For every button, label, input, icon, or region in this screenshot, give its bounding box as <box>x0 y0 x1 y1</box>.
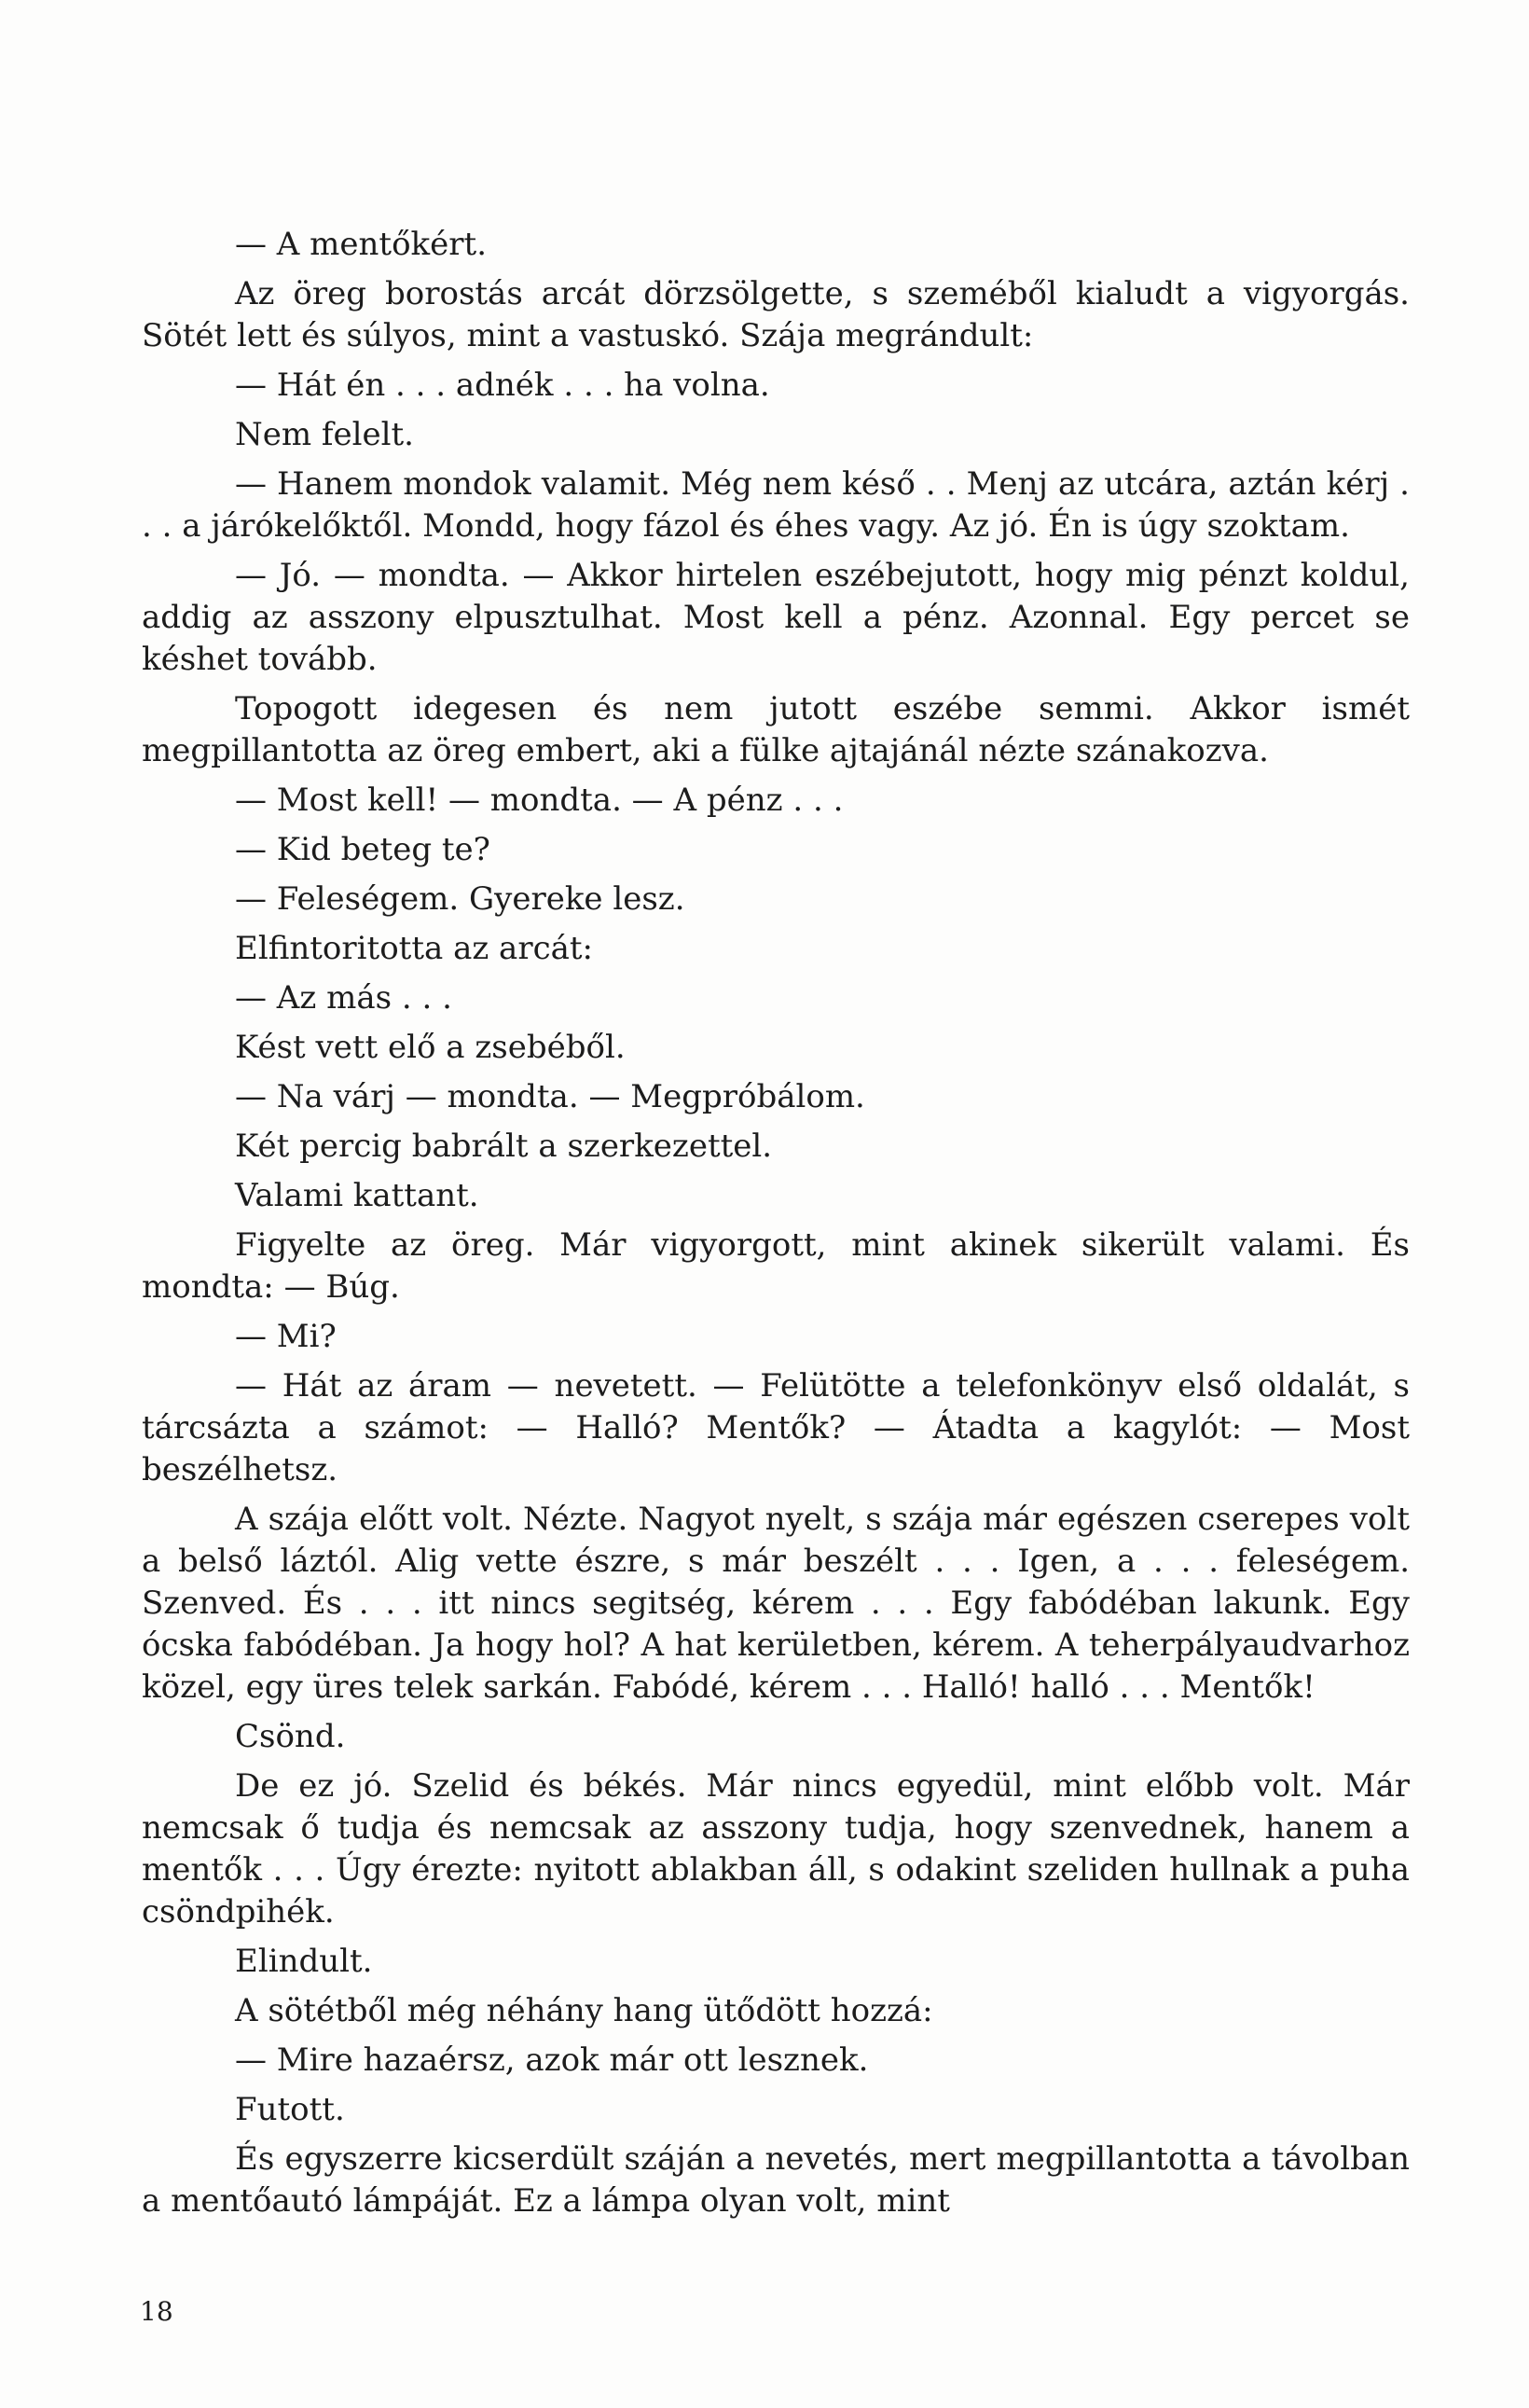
body-text <box>142 224 1410 2230</box>
paragraph: — Az más . . . <box>235 979 452 1017</box>
paragraph: A sötétből még néhány hang ütődött hozzá: <box>235 1992 933 2029</box>
paragraph: Nem felelt. <box>235 416 414 453</box>
paragraph: Kést vett elő a zsebéből. <box>235 1029 626 1066</box>
paragraph: Elfintoritotta az arcát: <box>235 930 594 967</box>
paragraph: — Mi? <box>235 1318 337 1355</box>
paragraph: — Mire hazaérsz, azok már ott lesznek. <box>235 2041 869 2079</box>
paragraph: — Hát az áram — nevetett. — Felütötte a telefonkönyv első oldalát, s tárcsázta a számot: — Halló? Mentők? — Átadta a kagylót: — Most beszélhetsz. <box>142 1367 1410 1488</box>
paragraph: Csönd. <box>235 1718 346 1755</box>
paragraph: Elindult. <box>235 1943 373 1980</box>
paragraph: Két percig babrált a szerkezettel. <box>235 1128 773 1165</box>
paragraph: — A mentőkért. <box>235 226 488 263</box>
paragraph: — Hát én . . . adnék . . . ha volna. <box>235 367 770 404</box>
paragraph: És egyszerre kicserdült száján a nevetés, mert megpillantotta a távolban a mentőautó lámpáját. Ez a lámpa olyan volt, mint <box>142 2140 1410 2220</box>
paragraph: — Feleségem. Gyereke lesz. <box>235 880 685 918</box>
paragraph: A szája előtt volt. Nézte. Nagyot nyelt, s szája már egészen cserepes volt a belső láztól. Alig vette észre, s már beszélt . . . Igen, a . . . feleségem. Szenved. És . . . itt nincs segitség, kérem . . . Egy fabódéban lakunk. Egy ócska fabódéban. Ja hogy hol? A hat kerületben, kérem. A teherpályaudvarhoz közel, egy üres telek sarkán. Fabódé, kérem . . . Halló! halló . . . Mentők! <box>142 1501 1410 1706</box>
paragraph: — Na várj — mondta. — Megpróbálom. <box>235 1078 865 1115</box>
paragraph: Figyelte az öreg. Már vigyorgott, mint akinek sikerült valami. És mondta: — Búg. <box>142 1226 1410 1306</box>
page-number: 18 <box>140 2296 173 2327</box>
paragraph: — Jó. — mondta. — Akkor hirtelen eszébejutott, hogy mig pénzt koldul, addig az asszony elpusztulhat. Most kell a pénz. Azonnal. Egy percet se késhet tovább. <box>142 557 1410 678</box>
paragraph: Valami kattant. <box>235 1177 479 1214</box>
paragraph: Futott. <box>235 2091 345 2128</box>
paragraph: — Most kell! — mondta. — A pénz . . . <box>235 782 844 819</box>
paragraph: Az öreg borostás arcát dörzsölgette, s szeméből kialudt a vigyorgás. Sötét lett és súlyos, mint a vastuskó. Szája megrándult: <box>142 275 1410 354</box>
paragraph: — Hanem mondok valamit. Még nem késő . . Menj az utcára, aztán kérj . . . a járókelőktől. Mondd, hogy fázol és éhes vagy. Az jó. Én is úgy szoktam. <box>142 465 1410 545</box>
paragraph: Topogott idegesen és nem jutott eszébe semmi. Akkor ismét megpillantotta az öreg embert, aki a fülke ajtajánál nézte szánakozva. <box>142 690 1410 769</box>
paragraph: De ez jó. Szelid és békés. Már nincs egyedül, mint előbb volt. Már nemcsak ő tudja és nemcsak az asszony tudja, hogy szenvednek, hanem a mentők . . . Úgy érezte: nyitott ablakban áll, s odakint szeliden hullnak a puha csöndpihék. <box>142 1767 1410 1931</box>
paragraph: — Kid beteg te? <box>235 831 490 868</box>
